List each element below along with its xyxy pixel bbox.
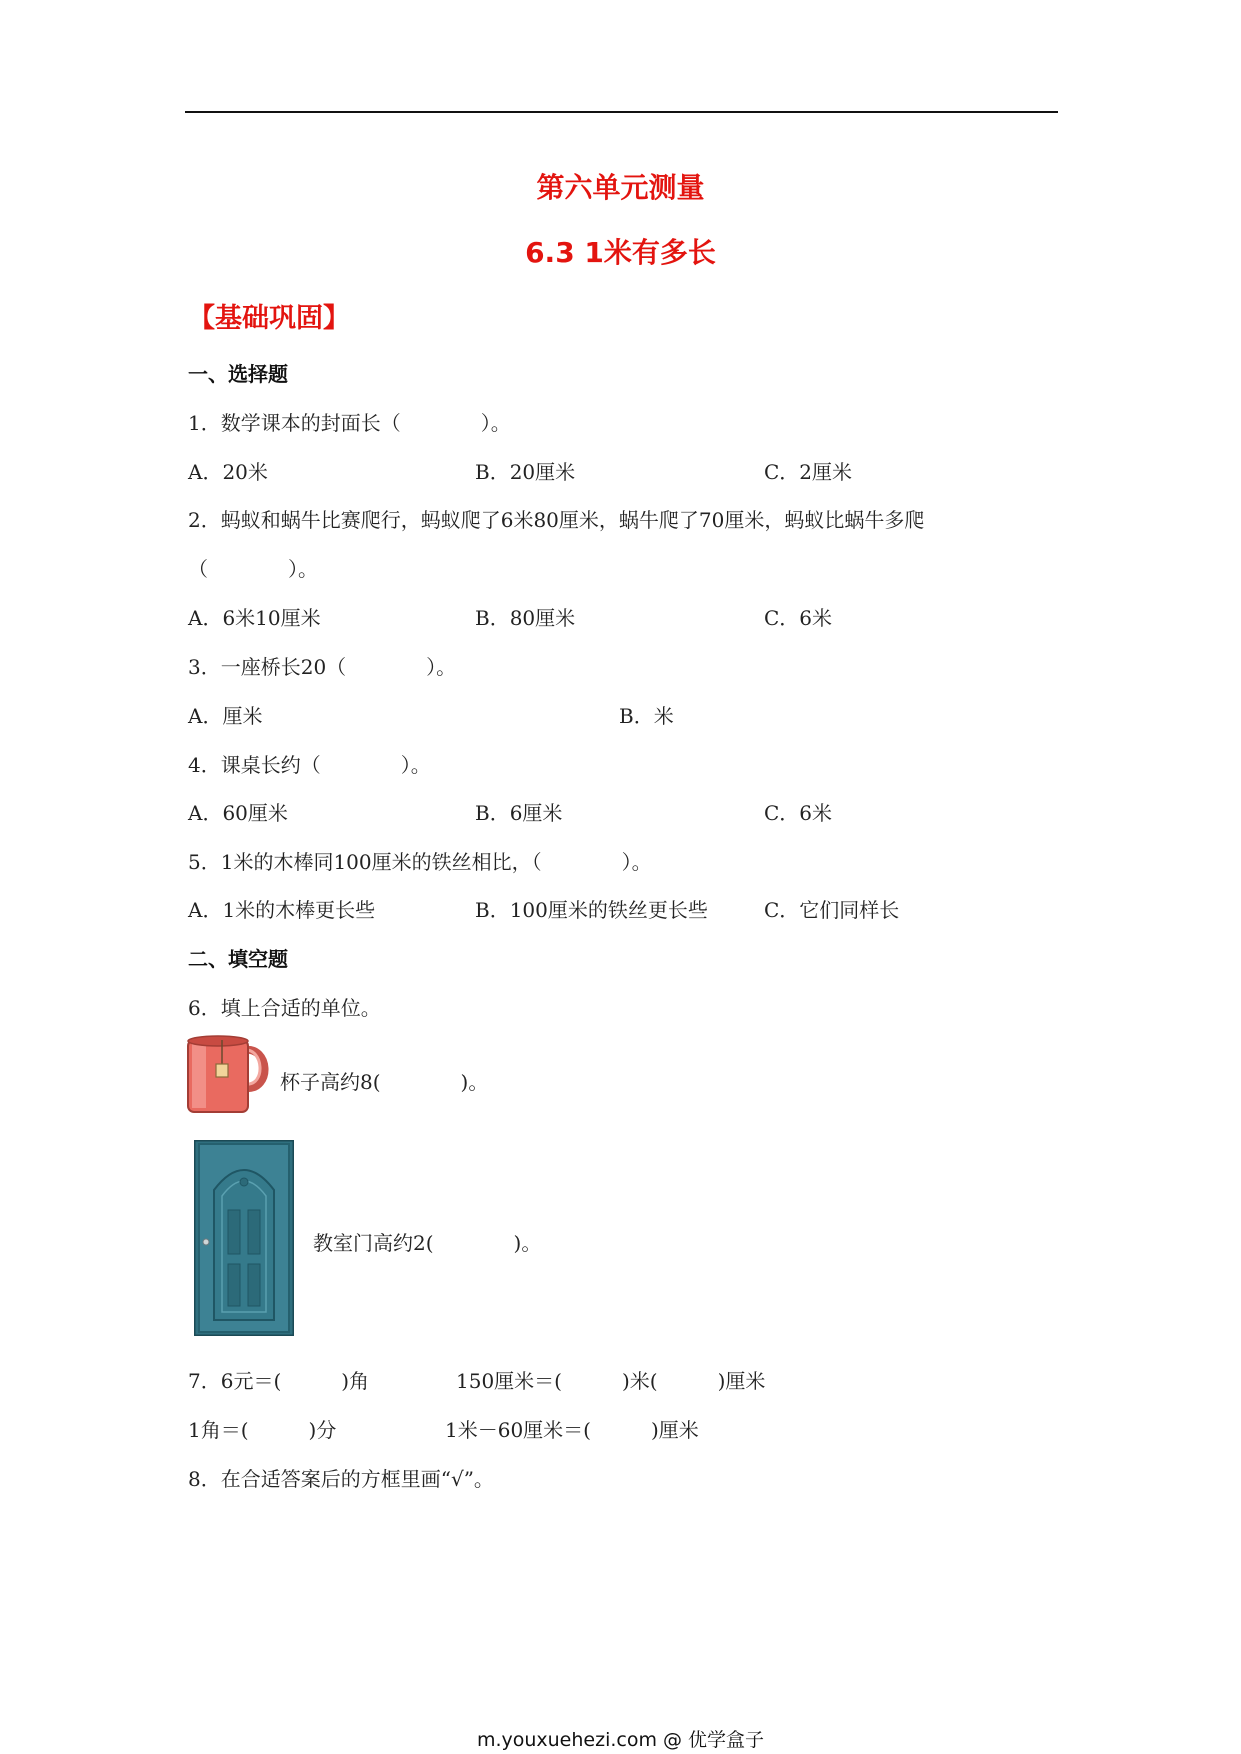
question-6-cup-text: 杯子高约8( )。 bbox=[280, 1070, 489, 1094]
question-4-stem: 4．课桌长约（ ）。 bbox=[188, 753, 431, 777]
question-4-option-a: A．60厘米 bbox=[188, 801, 288, 825]
question-3-option-a: A．厘米 bbox=[188, 704, 263, 728]
cup-image bbox=[186, 1034, 276, 1116]
question-7-line2-right: 1米－60厘米＝( )厘米 bbox=[445, 1418, 699, 1442]
question-2-option-c: C．6米 bbox=[764, 606, 833, 630]
question-5-option-b: B．100厘米的铁丝更长些 bbox=[475, 898, 708, 922]
question-4-option-c: C．6米 bbox=[764, 801, 833, 825]
question-7-line1-left: 7．6元＝( )角 bbox=[188, 1369, 370, 1393]
door-image bbox=[194, 1140, 294, 1336]
question-1-option-c: C．2厘米 bbox=[764, 460, 853, 484]
header-rule bbox=[185, 111, 1058, 113]
section-bracket-title: 【基础巩固】 bbox=[188, 303, 350, 334]
question-4-option-b: B．6厘米 bbox=[475, 801, 563, 825]
question-1-option-b: B．20厘米 bbox=[475, 460, 576, 484]
question-1-option-a: A．20米 bbox=[188, 460, 268, 484]
question-3-option-b: B．米 bbox=[619, 704, 674, 728]
question-2-stem: 2．蚂蚁和蜗牛比赛爬行，蚂蚁爬了6米80厘米，蜗牛爬了70厘米，蚂蚁比蜗牛多爬 bbox=[188, 508, 925, 532]
question-5-option-c: C．它们同样长 bbox=[764, 898, 900, 922]
question-6-stem: 6．填上合适的单位。 bbox=[188, 996, 381, 1020]
question-2-option-b: B．80厘米 bbox=[475, 606, 576, 630]
question-5-option-a: A．1米的木棒更长些 bbox=[188, 898, 376, 922]
footer-watermark: m.youxuehezi.com @ 优学盒子 bbox=[476, 1729, 765, 1751]
question-6-door-text: 教室门高约2( )。 bbox=[313, 1231, 542, 1255]
question-5-stem: 5．1米的木棒同100厘米的铁丝相比，（ ）。 bbox=[188, 850, 652, 874]
question-3-stem: 3．一座桥长20（ ）。 bbox=[188, 655, 457, 679]
question-1-stem: 1．数学课本的封面长（ ）。 bbox=[188, 411, 511, 435]
question-7-line1-right: 150厘米＝( )米( )厘米 bbox=[456, 1369, 766, 1393]
unit-title: 第六单元测量 bbox=[536, 171, 705, 204]
question-2-stem-cont: （ ）。 bbox=[188, 557, 318, 581]
lesson-title: 6.3 1米有多长 bbox=[525, 236, 716, 269]
section-heading-fill: 二、填空题 bbox=[188, 947, 288, 971]
question-7-line2-left: 1角＝( )分 bbox=[188, 1418, 337, 1442]
question-8-stem: 8．在合适答案后的方框里画“√”。 bbox=[188, 1467, 494, 1491]
question-2-option-a: A．6米10厘米 bbox=[188, 606, 321, 630]
section-heading-choice: 一、选择题 bbox=[188, 362, 288, 386]
